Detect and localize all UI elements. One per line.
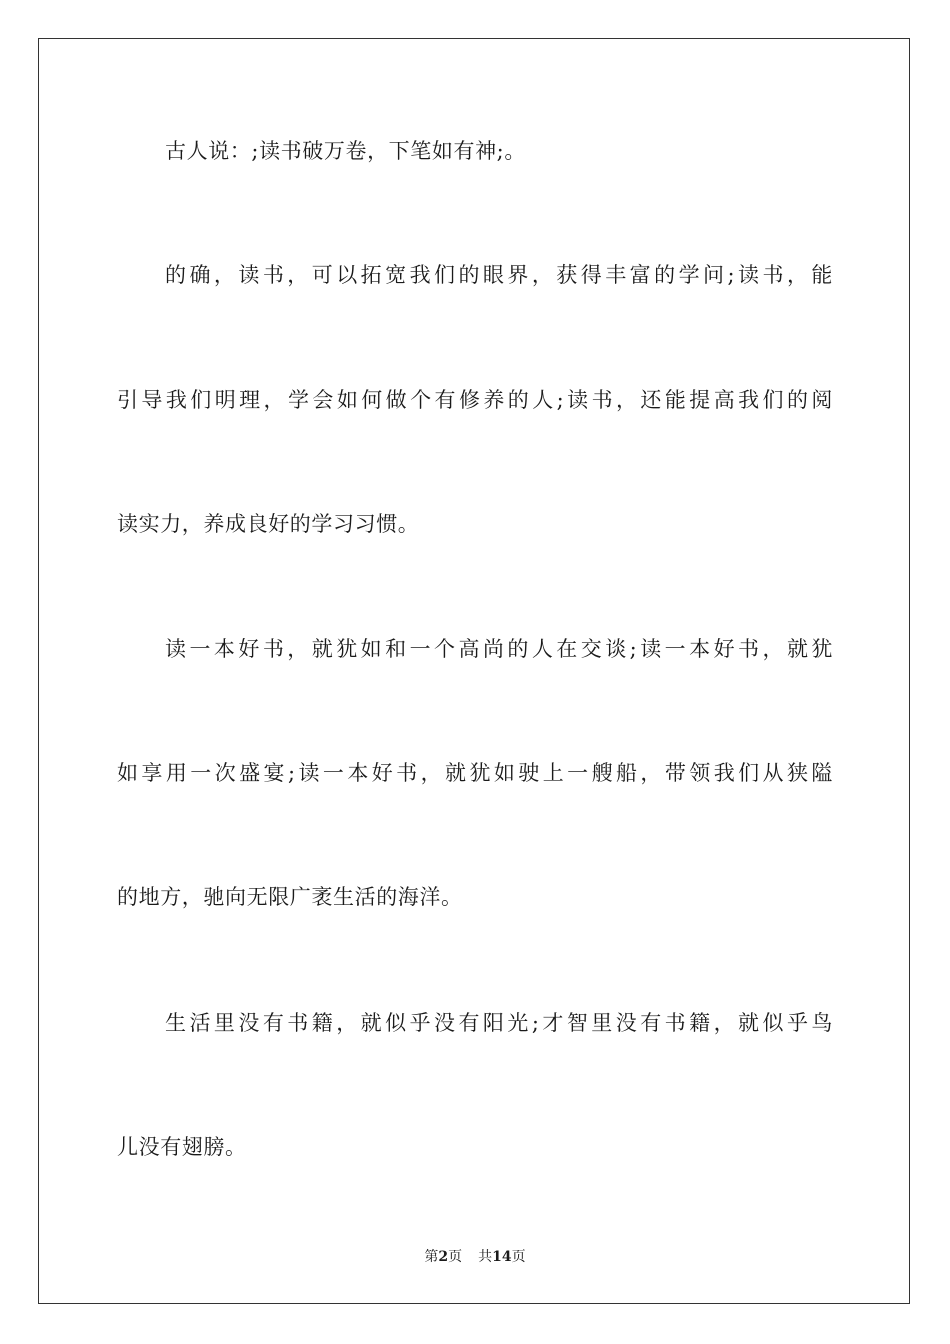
paragraph-2-line-1: 的确，读书，可以拓宽我们的眼界，获得丰富的学问;读书，能 — [165, 263, 833, 287]
total-pages: 14 — [492, 1249, 512, 1265]
paragraph-4-line-1: 生活里没有书籍，就似乎没有阳光;才智里没有书籍，就似乎鸟 — [165, 1011, 833, 1035]
page-prefix: 第 — [424, 1249, 439, 1265]
paragraph-3-line-1: 读一本好书，就犹如和一个高尚的人在交谈;读一本好书，就犹 — [165, 637, 833, 661]
total-suffix: 页 — [511, 1249, 526, 1265]
paragraph-3-line-2: 如享用一次盛宴;读一本好书，就犹如驶上一艘船，带领我们从狭隘 — [117, 761, 833, 785]
page-number: 2 — [438, 1249, 449, 1265]
total-prefix: 共 — [478, 1249, 493, 1265]
paragraph-2-line-3: 读实力，养成良好的学习习惯。 — [117, 512, 420, 536]
page-footer — [0, 1248, 950, 1266]
paragraph-1-line-1: 古人说：;读书破万卷，下笔如有神;。 — [165, 139, 526, 163]
paragraph-4-line-2: 儿没有翅膀。 — [117, 1135, 247, 1159]
page-suffix: 页 — [448, 1249, 463, 1265]
paragraph-2-line-2: 引导我们明理，学会如何做个有修养的人;读书，还能提高我们的阅 — [117, 388, 833, 412]
paragraph-3-line-3: 的地方，驰向无限广袤生活的海洋。 — [117, 885, 463, 909]
page-border — [38, 38, 910, 1304]
